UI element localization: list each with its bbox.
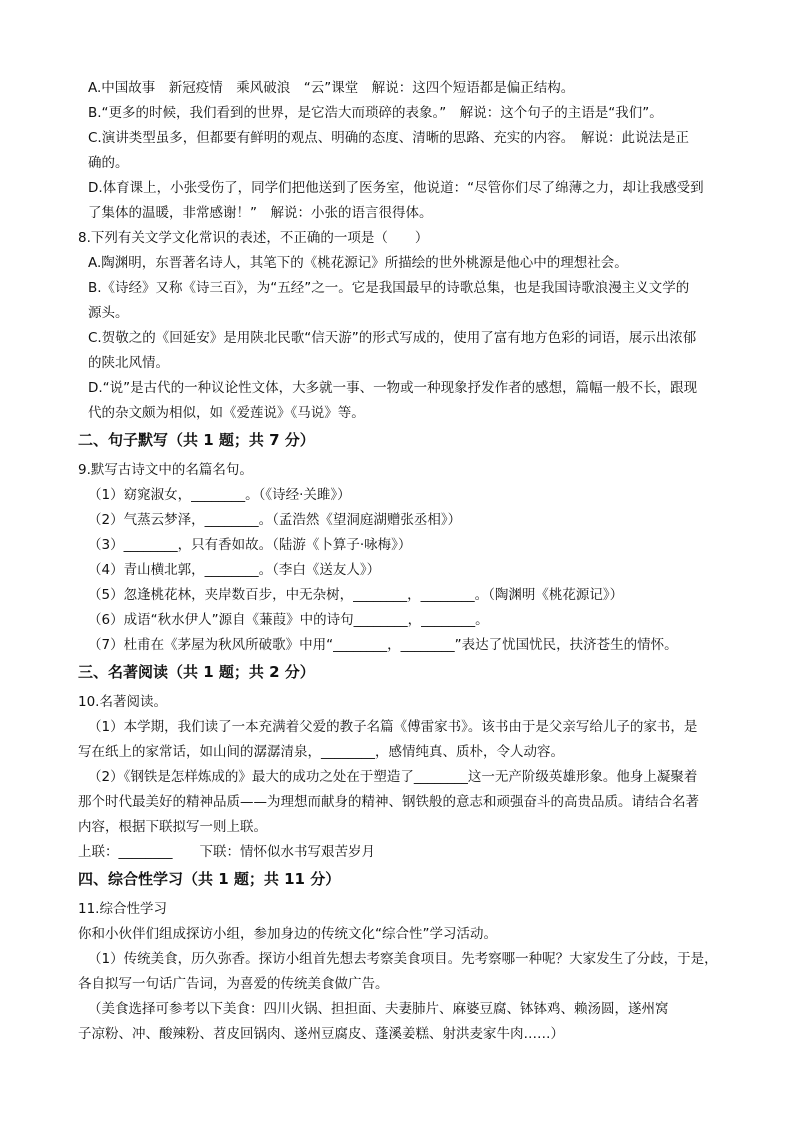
q11-stem: 11.综合性学习 <box>78 901 167 917</box>
q7-option-b: B.“更多的时候，我们看到的世界，是它浩大而琐碎的表象。” 解说：这个句子的主语是“我们”。 <box>88 105 663 121</box>
q9-item-5: （5）忽逢桃花林，夹岸数百步，中无杂树，________，________。（陶渊明《桃花源记》） <box>88 587 624 603</box>
q10-couplet: 上联：________ 下联：情怀似水书写艰苦岁月 <box>78 844 375 860</box>
q11-intro: 你和小伙伴们组成探访小组，参加身边的传统文化“综合性”学习活动。 <box>78 926 497 942</box>
q8-option-d: D.“说”是古代的一种议论性文体，大多就一事、一物或一种现象抒发作者的感想，篇幅一般不长，跟现 <box>88 380 698 396</box>
q7-option-c: C.演讲类型虽多，但都要有鲜明的观点、明确的态度、清晰的思路、充实的内容。 解说：此说法是正 <box>88 130 689 146</box>
q9-item-7: （7）杜甫在《茅屋为秋风所破歌》中用“________，________”表达了忧国忧民，扶济苍生的情怀。 <box>88 637 678 653</box>
section-3-heading: 三、名著阅读（共 1 题；共 2 分） <box>78 663 315 681</box>
q9-item-3: （3）________，只有香如故。（陆游《卜算子·咏梅》） <box>88 537 412 553</box>
section-2-heading: 二、句子默写（共 1 题；共 7 分） <box>78 431 315 449</box>
q8-option-b: B.《诗经》又称《诗三百》，为“五经”之一。它是我国最早的诗歌总集，也是我国诗歌浪漫主义文学的 <box>88 280 690 296</box>
question-10 <box>78 690 722 865</box>
q7-option-d: D.体育课上，小张受伤了，同学们把他送到了医务室，他说道：“尽管你们尽了绵薄之力，却让我感受到 <box>88 180 704 196</box>
q11-part-1: （1）传统美食，历久弥香。探访小组首先想去考察美食项目。先考察哪一种呢？大家发生了分歧，于是， <box>88 951 718 967</box>
q8-option-a: A.陶渊明，东晋著名诗人，其笔下的《桃花源记》所描绘的世外桃源是他心中的理想社会。 <box>88 255 628 271</box>
q9-stem: 9.默写古诗文中的名篇名句。 <box>78 462 253 478</box>
q10-part-2-cont: 那个时代最美好的精神品质——为理想而献身的精神、钢铁般的意志和顽强奋斗的高贵品质。请结合名著 <box>78 794 699 810</box>
question-11 <box>78 897 722 1047</box>
q8-option-b-cont: 源头。 <box>88 305 129 321</box>
q9-item-6: （6）成语“秋水伊人”源自《蒹葭》中的诗句________，________。 <box>88 612 489 628</box>
q10-part-1-cont: 写在纸上的家常话，如山间的潺潺清泉，________，感情纯真、质朴，令人动容。 <box>78 744 564 760</box>
q8-option-d-cont: 代的杂文颇为相似，如《爱莲说》《马说》等。 <box>88 405 365 421</box>
q9-item-1: （1）窈窕淑女，________。（《诗经·关雎》） <box>88 487 351 503</box>
q8-stem: 8.下列有关文学文化常识的表述，不正确的一项是（ ） <box>78 230 429 246</box>
section-4-heading: 四、综合性学习（共 1 题；共 11 分） <box>78 870 341 888</box>
q7-option-a: A.中国故事 新冠疫情 乘风破浪 “云”课堂 解说：这四个短语都是偏正结构。 <box>88 80 575 96</box>
q7-option-c-cont: 确的。 <box>88 155 129 171</box>
q10-part-2: （2）《钢铁是怎样炼成的》最大的成功之处在于塑造了________这一无产阶级英雄形象。他身上凝聚着 <box>88 769 698 785</box>
q9-item-4: （4）青山横北郭，________。（李白《送友人》） <box>88 562 381 578</box>
q8-option-c-cont: 的陕北风情。 <box>88 355 169 371</box>
q10-part-2-cont-2: 内容，根据下联拟写一则上联。 <box>78 819 267 835</box>
q8-option-c: C.贺敬之的《回延安》是用陕北民歌“信天游”的形式写成的，使用了富有地方色彩的词语，展示出浓郁 <box>88 330 697 346</box>
question-9 <box>78 458 722 658</box>
q11-part-1-cont: 各自拟写一句话广告词，为喜爱的传统美食做广告。 <box>78 976 389 992</box>
question-8 <box>78 226 722 426</box>
q10-stem: 10.名著阅读。 <box>78 694 167 710</box>
q10-part-1: （1）本学期，我们读了一本充满着父爱的教子名篇《傅雷家书》。该书由于是父亲写给儿子的家书，是 <box>88 719 698 735</box>
q11-food-list: （美食选择可参考以下美食：四川火锅、担担面、夫妻肺片、麻婆豆腐、钵钵鸡、赖汤圆，遂州窝 <box>88 1001 669 1017</box>
q9-item-2: （2）气蒸云梦泽，________。（孟浩然《望洞庭湖赠张丞相》） <box>88 512 462 528</box>
q11-food-list-cont: 子凉粉、冲、酸辣粉、苕皮回锅肉、遂州豆腐皮、蓬溪姜糕、射洪麦家牛肉……） <box>78 1026 564 1042</box>
q7-options <box>78 76 722 226</box>
q7-option-d-cont: 了集体的温暖，非常感谢！” 解说：小张的语言很得体。 <box>88 205 433 221</box>
